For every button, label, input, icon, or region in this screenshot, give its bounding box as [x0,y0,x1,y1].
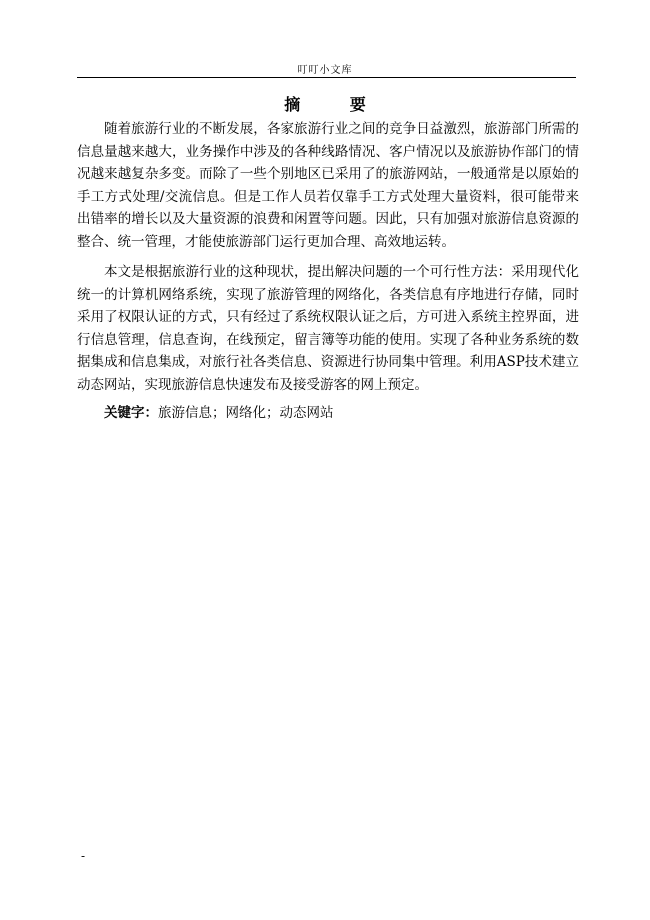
abstract-title: 摘 要 [284,95,388,114]
abstract-paragraph-1: 随着旅游行业的不断发展，各家旅游行业之间的竞争日益激烈，旅游部门所需的信息量越来越大，业务操作中涉及的各种线路情况、客户情况以及旅游协作部门的情况越来越复杂多变。而除了一些个别地区已采用了的旅游网站，一般通常是以原始的手工方式处理/交流信息。但是工作人员若仅靠手工方式处理大量资料，很可能带来出错率的增长以及大量资源的浪费和闲置等问题。因此，只有加强对旅游信息资源的整合、统一管理，才能使旅游部门运行更加合理、高效地运转。 [77,121,579,250]
page-header: 叮叮小文库 [297,65,353,76]
keywords-label: 关键字： [104,405,158,421]
footer-mark: - [81,849,86,863]
keywords-line [77,402,579,425]
header-rule [77,77,576,78]
abstract-paragraph-2: 本文是根据旅游行业的这种现状，提出解决问题的一个可行性方法：采用现代化统一的计算机网络系统，实现了旅游管理的网络化，各类信息有序地进行存储，同时采用了权限认证的方式，只有经过了系统权限认证之后，方可进入系统主控界面，进行信息管理，信息查询，在线预定，留言簿等功能的使用。实现了各种业务系统的数据集成和信息集成，对旅行社各类信息、资源进行协同集中管理。利用ASP技术建立动态网站，实现旅游信息快速发布及接受游客的网上预定。 [77,264,579,393]
abstract-body [77,118,579,425]
keywords-value: 旅游信息；网络化；动态网站 [158,405,334,421]
